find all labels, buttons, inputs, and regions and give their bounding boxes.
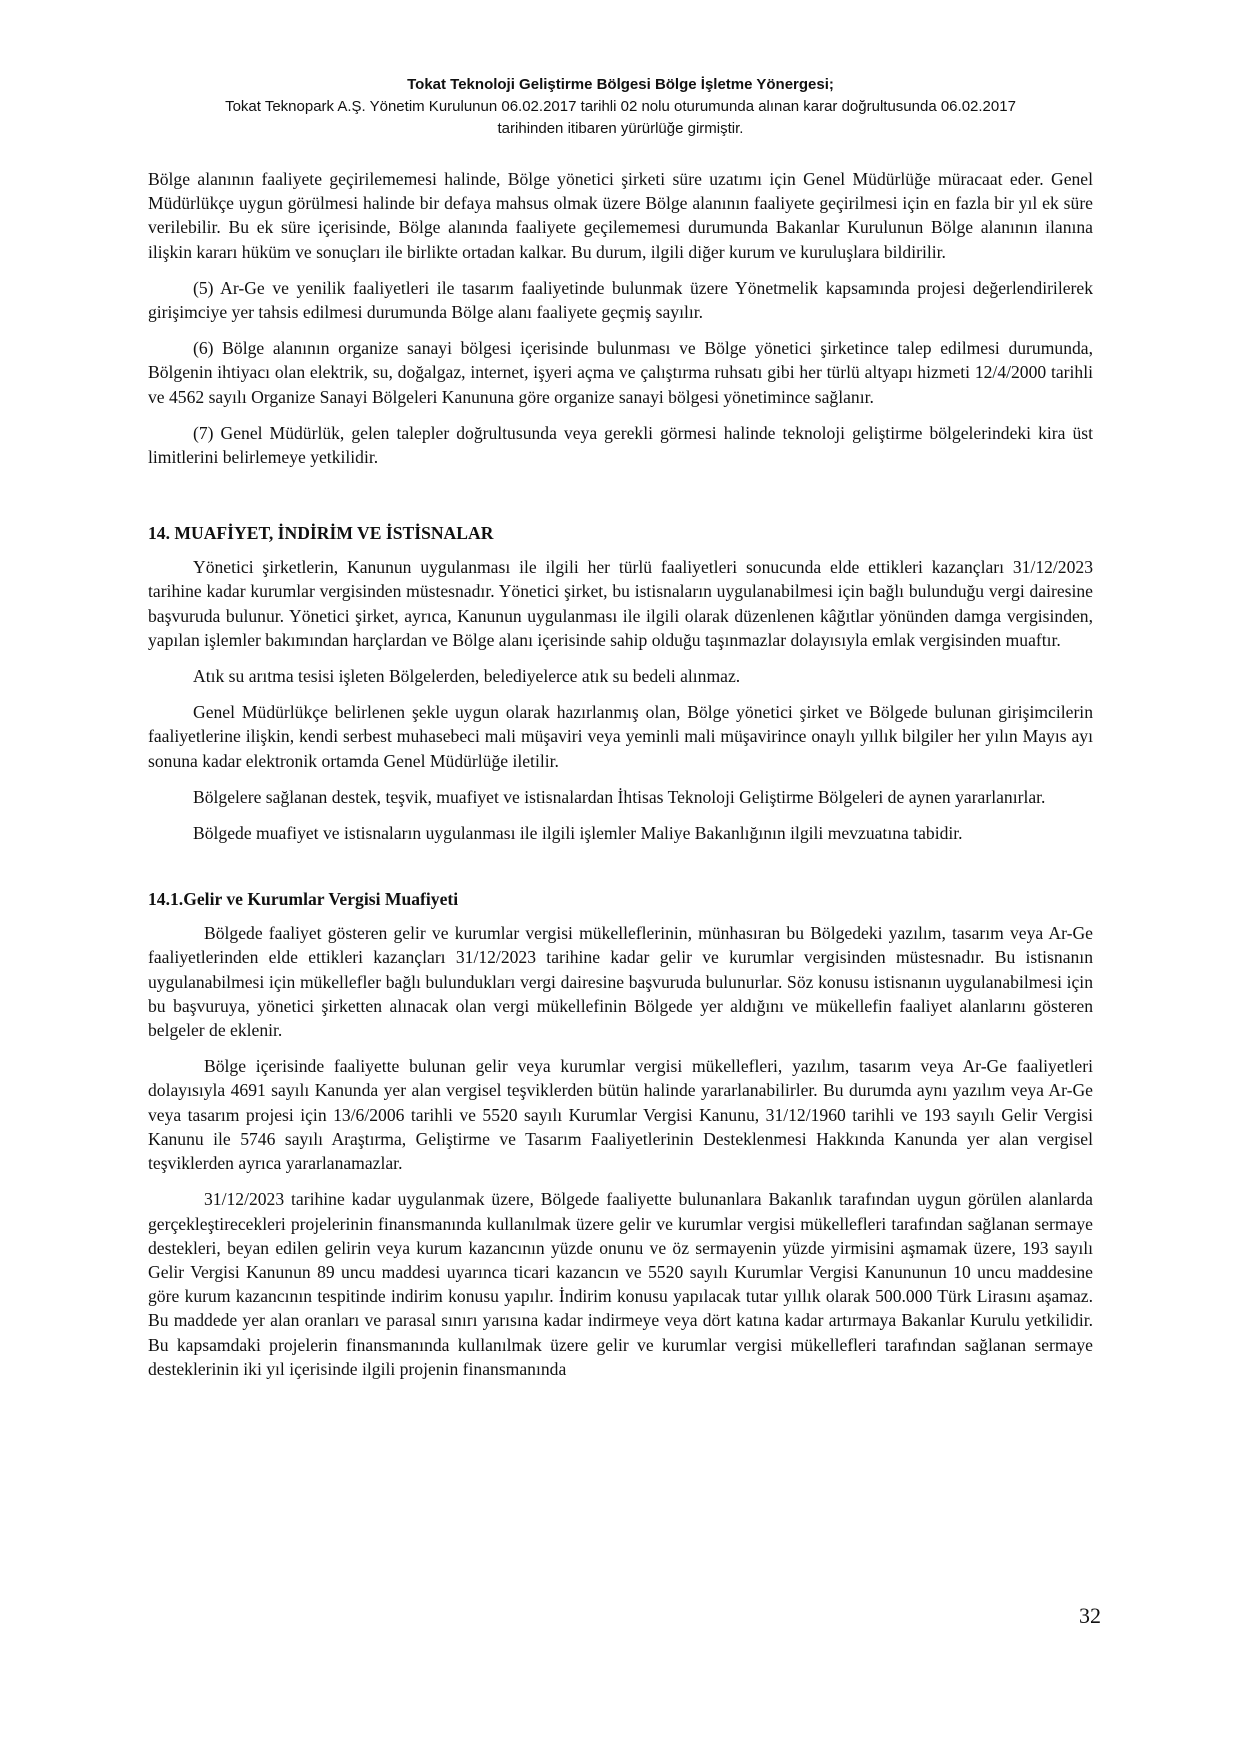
section-14-heading: 14. MUAFİYET, İNDİRİM VE İSTİSNALAR	[148, 523, 494, 544]
section-14-1-paragraph-3: 31/12/2023 tarihine kadar uygulanmak üzere, Bölgede faaliyette bulunanlara Bakanlık tarafından uygun görülen alanlarda gerçekleştirecekleri projelerinin finansmanında kullanılmak üzere gelir ve kurumlar vergisi mükellefleri tarafından sağlanan sermaye destekleri, beyan edilen gelirin veya kurum kazancının yüzde onunu ve öz sermayenin yüzde yirmisini aşmamak üzere, 193 sayılı Gelir Vergisi Kanunun 89 uncu maddesi uyarınca ticari kazancın ve 5520 sayılı Kurumlar Vergisi Kanununun 10 uncu maddesine göre kurum kazancının tespitinde indirim konusu yapılır. İndirim konusu yapılacak tutar yıllık olarak 500.000 Türk Lirasını aşamaz. Bu maddede yer alan oranları ve parasal sınırı yarısına kadar indirmeye veya dört katına kadar artırmaya Bakanlar Kurulu yetkilidir. Bu kapsamdaki projelerin finansmanında kullanılmak üzere gelir ve kurumlar vergisi mükellefleri tarafından sağlanan sermaye desteklerinin iki yıl içerisinde ilgili projenin finansmanında	[148, 1189, 1093, 1379]
page-body	[148, 167, 1093, 1393]
section-14-1-heading: 14.1.Gelir ve Kurumlar Vergisi Muafiyeti	[148, 889, 459, 910]
section-14-1-paragraph-1: Bölgede faaliyet gösteren gelir ve kurumlar vergisi mükelleflerinin, münhasıran bu Bölgedeki yazılım, tasarım veya Ar-Ge faaliyetlerinden elde ettikleri kazançları 31/12/2023 tarihine kadar gelir ve kurumlar vergisinden müstesnadır. Bu istisnanın uygulanabilmesi için mükellefler bağlı bulundukları vergi dairesine başvuruda bulunurlar. Söz konusu istisnanın uygulanabilmesi için bu başvuruya, yönetici şirketten alınacak olan vergi mükellefinin Bölgede yer aldığını ve mükellefin faaliyet alanlarını gösteren belgeler de eklenir.	[148, 923, 1093, 1041]
section-14-paragraph-2: Atık su arıtma tesisi işleten Bölgelerden, belediyelerce atık su bedeli alınmaz.	[193, 666, 741, 687]
paragraph-item-7: (7) Genel Müdürlük, gelen talepler doğrultusunda veya gerekli görmesi halinde teknoloji geliştirme bölgelerindeki kira üst limitlerini belirlemeye yetkilidir.	[148, 422, 1093, 468]
paragraph-item-5: (5) Ar-Ge ve yenilik faaliyetleri ile tasarım faaliyetinde bulunmak üzere Yönetmelik kapsamında projesi değerlendirilerek girişimciye yer tahsis edilmesi durumunda Bölge alanı faaliyete geçmiş sayılır.	[148, 277, 1093, 323]
section-14-paragraph-3: Genel Müdürlükçe belirlenen şekle uygun olarak hazırlanmış olan, Bölge yönetici şirket ve Bölgede bulunan girişimcilerin faaliyetlerine ilişkin, kendi serbest muhasebeci mali müşaviri veya yeminli mali müşavirince onaylı yıllık bilgiler her yılın Mayıs ayı sonuna kadar elektronik ortamda Genel Müdürlüğe iletilir.	[148, 702, 1093, 771]
header-line-3: tarihinden itibaren yürürlüğe girmiştir.	[497, 120, 744, 137]
page-number: 32	[1079, 1603, 1101, 1628]
section-14-paragraph-4: Bölgelere sağlanan destek, teşvik, muafiyet ve istisnalardan İhtisas Teknoloji Geliştirme Bölgeleri de aynen yararlanırlar.	[193, 786, 1046, 807]
header-title: Tokat Teknoloji Geliştirme Bölgesi Bölge İşletme Yönergesi;	[407, 76, 834, 93]
section-14-paragraph-1: Yönetici şirketlerin, Kanunun uygulanması ile ilgili her türlü faaliyetleri sonucunda elde ettikleri kazançları 31/12/2023 tarihine kadar kurumlar vergisinden müstesnadır. Yönetici şirket, bu istisnaların uygulanabilmesi için bağlı bulunduğu vergi dairesine başvuruda bulunur. Yönetici şirket, ayrıca, Kanunun uygulanması ile ilgili olarak düzenlenen kâğıtlar yönünden damga vergisinden, yapılan işlemler bakımından harçlardan ve Bölge alanı içerisinde sahip olduğu taşınmazlar dolayısıyla emlak vergisinden muaftır.	[148, 557, 1093, 650]
paragraph-continuation: Bölge alanının faaliyete geçirilememesi halinde, Bölge yönetici şirketi süre uzatımı için Genel Müdürlüğe müracaat eder. Genel Müdürlükçe uygun görülmesi halinde bir defaya mahsus olmak üzere Bölge alanının faaliyete geçirilmesi için en fazla bir yıl ek süre verilebilir. Bu ek süre içerisinde, Bölge alanında faaliyete geçilememesi durumunda Bakanlar Kurulunun Bölge alanının ilanına ilişkin kararı hüküm ve sonuçları ile birlikte ortadan kalkar. Bu durum, ilgili diğer kurum ve kuruluşlara bildirilir.	[148, 169, 1093, 262]
section-14-paragraph-5: Bölgede muafiyet ve istisnaların uygulanması ile ilgili işlemler Maliye Bakanlığının ilgili mevzuatına tabidir.	[193, 823, 963, 844]
paragraph-item-6: (6) Bölge alanının organize sanayi bölgesi içerisinde bulunması ve Bölge yönetici şirketince talep edilmesi durumunda, Bölgenin ihtiyacı olan elektrik, su, doğalgaz, internet, işyeri açma ve çalıştırma ruhsatı gibi her türlü altyapı hizmeti 12/4/2000 tarihli ve 4562 sayılı Organize Sanayi Bölgeleri Kanununa göre organize sanayi bölgesi yönetimince sağlanır.	[148, 338, 1093, 407]
page-header	[0, 74, 1241, 140]
section-14-1-paragraph-2: Bölge içerisinde faaliyette bulunan gelir veya kurumlar vergisi mükellefleri, yazılım, tasarım veya Ar-Ge faaliyetleri dolayısıyla 4691 sayılı Kanunda yer alan vergisel teşviklerden bütün halinde yararlanabilirler. Bu durumda aynı yazılım veya Ar-Ge veya tasarım projesi için 13/6/2006 tarihli ve 5520 sayılı Kurumlar Vergisi Kanunu, 31/12/1960 tarihli ve 193 sayılı Gelir Vergisi Kanunu ile 5746 sayılı Araştırma, Geliştirme ve Tasarım Faaliyetlerinin Desteklenmesi Hakkında Kanunda yer alan vergisel teşviklerden ayrıca yararlanamazlar.	[148, 1056, 1093, 1174]
header-line-2: Tokat Teknopark A.Ş. Yönetim Kurulunun 06.02.2017 tarihli 02 nolu oturumunda alınan karar doğrultusunda 06.02.2017	[225, 98, 1016, 115]
